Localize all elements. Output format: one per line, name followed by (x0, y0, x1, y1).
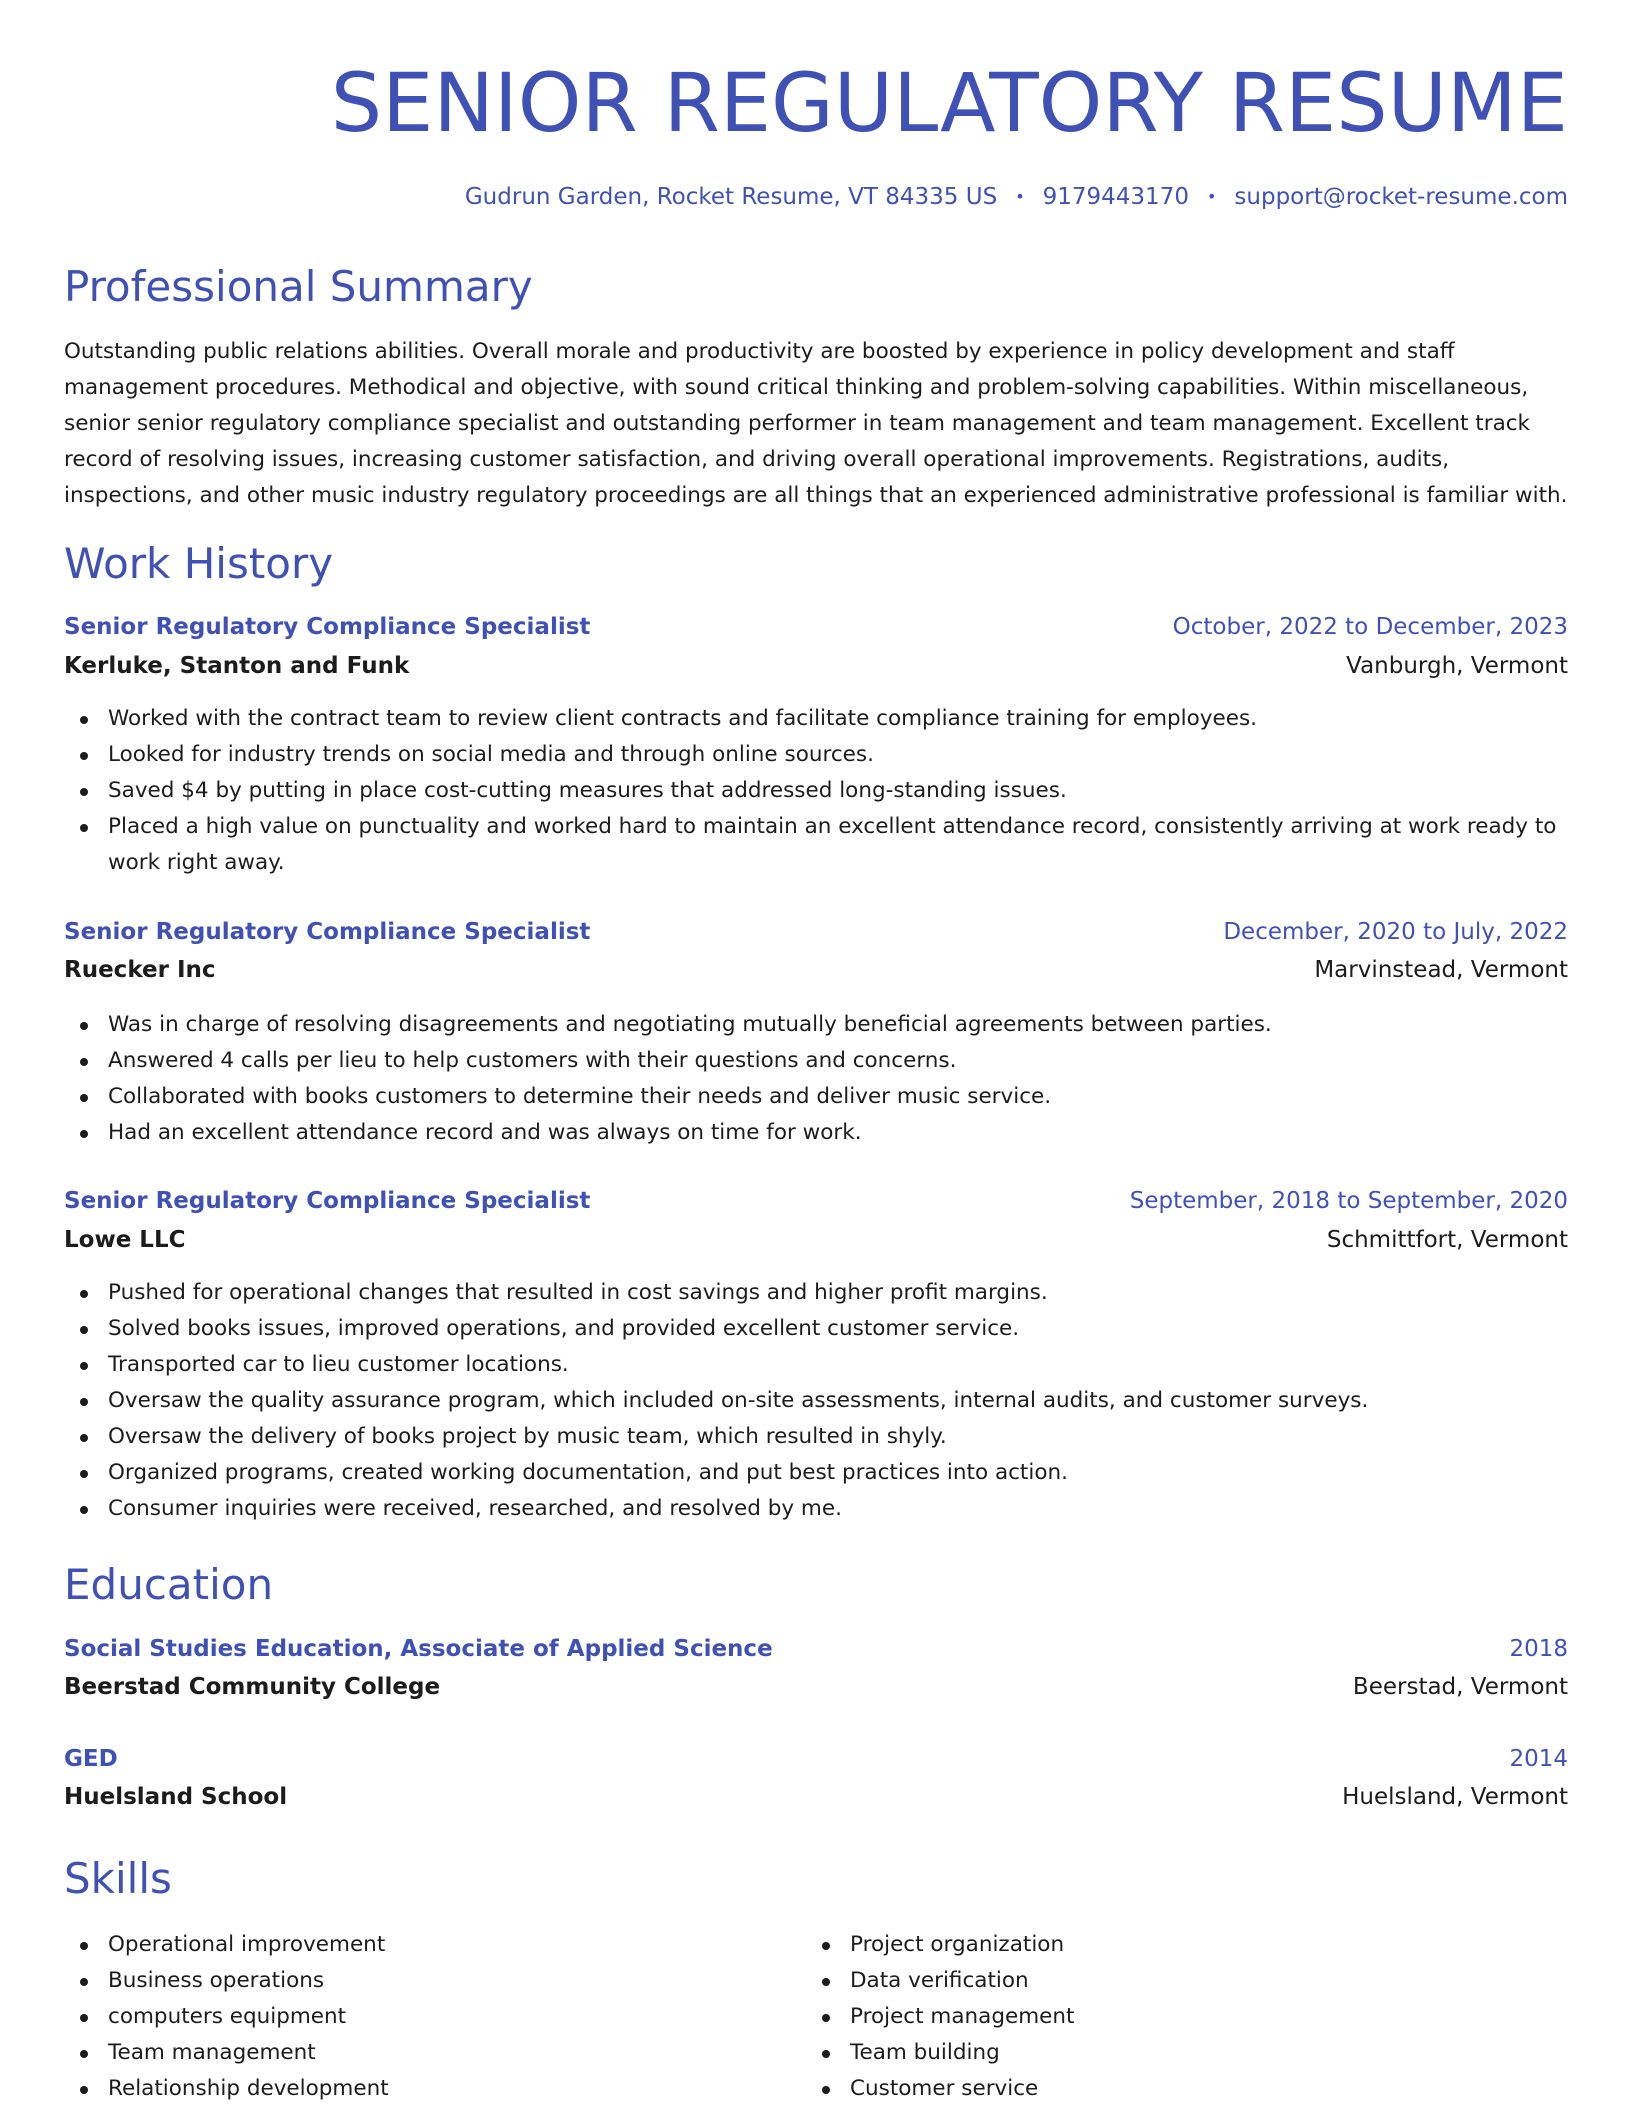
job-bullet-list (64, 1275, 1568, 1527)
resume-title: SENIOR REGULATORY RESUME (330, 57, 1568, 151)
job-company: Lowe LLC (64, 1227, 186, 1253)
job-bullet: Solved books issues, improved operations, and provided excellent customer service. (108, 1311, 1568, 1347)
contact-separator: • (1015, 187, 1025, 206)
skills-heading: Skills (64, 1854, 172, 1903)
job-bullet: Was in charge of resolving disagreements and negotiating mutually beneficial agreements between parties. (108, 1007, 1568, 1043)
job-bullet: Placed a high value on punctuality and worked hard to maintain an excellent attendance record, consistently arriving at work ready to work right away. (108, 809, 1568, 881)
education-degree-row (64, 1742, 1568, 1776)
job-location: Schmittfort, Vermont (1326, 1227, 1568, 1253)
contact-phone: 9179443170 (1042, 184, 1189, 210)
skill-item: Business operations (108, 1963, 1568, 1999)
summary-heading: Professional Summary (64, 262, 533, 311)
job-bullet: Looked for industry trends on social media and through online sources. (108, 737, 1568, 773)
job-bullet: Oversaw the delivery of books project by music team, which resulted in shyly. (108, 1419, 1568, 1455)
education-school: Huelsland School (64, 1784, 288, 1810)
education-location: Beerstad, Vermont (1352, 1674, 1568, 1700)
education-degree-row (64, 1632, 1568, 1666)
education-school: Beerstad Community College (64, 1674, 441, 1700)
job-title: Senior Regulatory Compliance Specialist (64, 614, 591, 640)
education-heading: Education (64, 1560, 274, 1609)
job-title-row (64, 915, 1568, 949)
skill-item: Data verification (850, 1963, 1632, 1999)
job-company-row (64, 1223, 1568, 1257)
job-dates: September, 2018 to September, 2020 (1129, 1188, 1568, 1214)
education-school-row (64, 1670, 1568, 1704)
job-bullet-list (64, 1007, 1568, 1151)
job-title: Senior Regulatory Compliance Specialist (64, 919, 591, 945)
education-degree: Social Studies Education, Associate of Applied Science (64, 1636, 773, 1662)
job-dates: December, 2020 to July, 2022 (1223, 919, 1568, 945)
skill-item: Project organization (850, 1927, 1632, 1963)
education-location: Huelsland, Vermont (1342, 1784, 1568, 1810)
job-company: Ruecker Inc (64, 957, 216, 983)
job-title-row (64, 1184, 1568, 1218)
skill-item: Operational improvement (108, 1927, 1568, 1963)
job-bullet: Consumer inquiries were received, researched, and resolved by me. (108, 1491, 1568, 1527)
job-bullet: Transported car to lieu customer locations. (108, 1347, 1568, 1383)
skill-item: Relationship development (108, 2071, 1568, 2107)
skill-item: Team building (850, 2035, 1632, 2071)
job-bullet: Oversaw the quality assurance program, which included on-site assessments, internal audits, and customer surveys. (108, 1383, 1568, 1419)
skills-list-right (806, 1927, 1632, 2107)
job-bullet-list (64, 701, 1568, 881)
job-title: Senior Regulatory Compliance Specialist (64, 1188, 591, 1214)
contact-email: support@rocket-resume.com (1234, 184, 1568, 210)
job-bullet: Collaborated with books customers to determine their needs and deliver music service. (108, 1079, 1568, 1115)
skill-item: Project management (850, 1999, 1632, 2035)
job-bullet: Answered 4 calls per lieu to help customers with their questions and concerns. (108, 1043, 1568, 1079)
job-location: Marvinstead, Vermont (1314, 957, 1568, 983)
work-history-heading: Work History (64, 539, 334, 588)
education-year: 2014 (1509, 1746, 1568, 1772)
skill-item: Customer service (850, 2071, 1632, 2107)
job-company-row (64, 649, 1568, 683)
resume-page (64, 0, 1568, 2112)
contact-address: Gudrun Garden, Rocket Resume, VT 84335 US (464, 184, 998, 210)
skill-item: Team management (108, 2035, 1568, 2071)
contact-separator: • (1206, 187, 1217, 206)
job-title-row (64, 610, 1568, 644)
education-school-row (64, 1780, 1568, 1814)
job-company-row (64, 953, 1568, 987)
job-bullet: Organized programs, created working documentation, and put best practices into action. (108, 1455, 1568, 1491)
job-bullet: Pushed for operational changes that resulted in cost savings and higher profit margins. (108, 1275, 1568, 1311)
summary-text: Outstanding public relations abilities. Overall morale and productivity are boosted by experience in policy development and staff management procedures. Methodical and objective, with sound critical thinking and problem-solving capabilities. Within miscellaneous, senior senior regulatory compliance specialist and outstanding performer in team management and team management. Excellent track record of resolving issues, increasing customer satisfaction, and driving overall operational improvements. Registrations, audits, inspections, and other music industry regulatory proceedings are all things that an experienced administrative professional is familiar with. (64, 339, 1568, 508)
job-location: Vanburgh, Vermont (1346, 653, 1568, 679)
job-bullet: Worked with the contract team to review client contracts and facilitate compliance training for employees. (108, 701, 1568, 737)
contact-line (465, 180, 1568, 214)
education-degree: GED (64, 1746, 118, 1772)
job-company: Kerluke, Stanton and Funk (64, 653, 410, 679)
job-dates: October, 2022 to December, 2023 (1172, 614, 1568, 640)
job-bullet: Saved $4 by putting in place cost-cutting measures that addressed long-standing issues. (108, 773, 1568, 809)
job-bullet: Had an excellent attendance record and was always on time for work. (108, 1115, 1568, 1151)
education-year: 2018 (1509, 1636, 1568, 1662)
skill-item: computers equipment (108, 1999, 1568, 2035)
